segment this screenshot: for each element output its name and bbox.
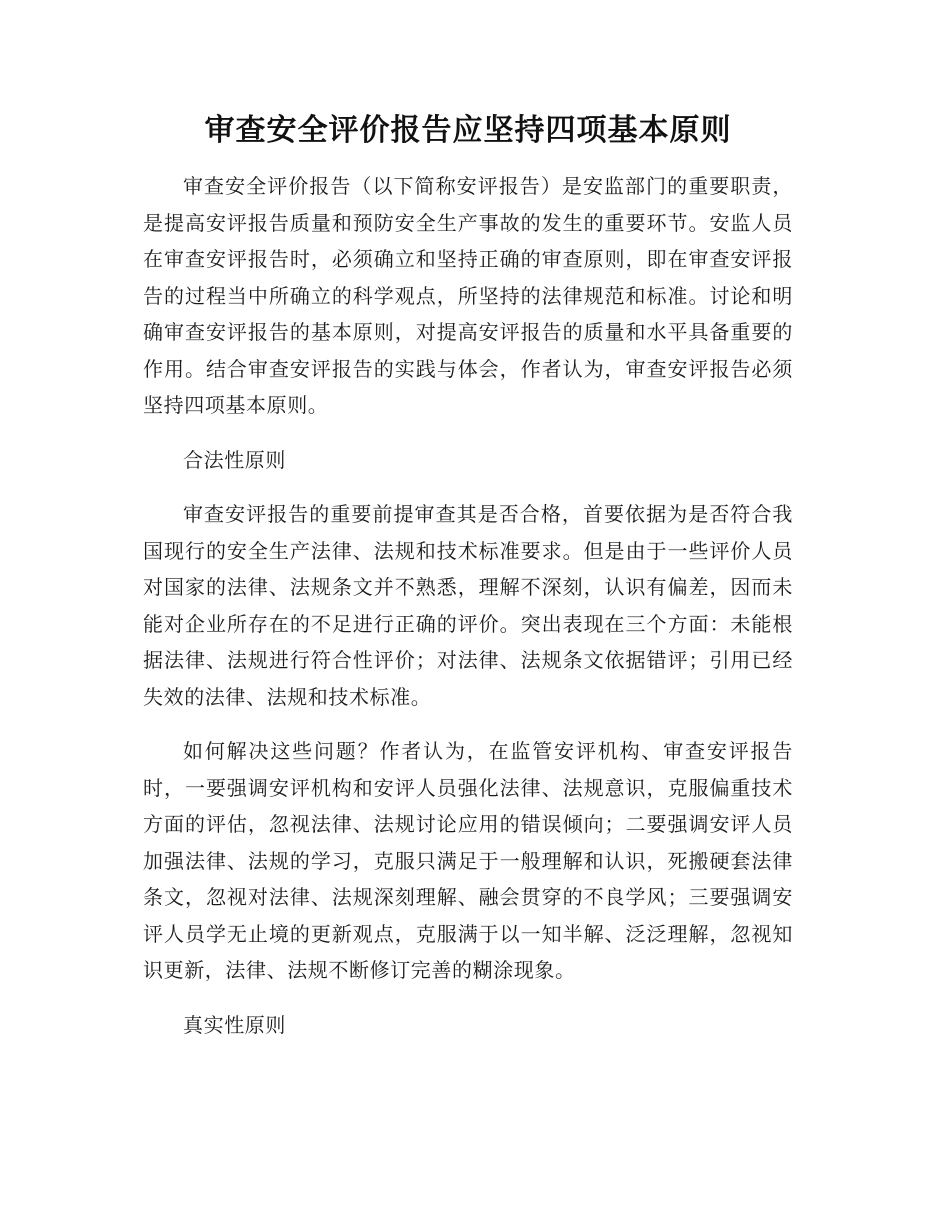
legality-paragraph-2: 如何解决这些问题？作者认为，在监管安评机构、审查安评报告时，一要强调安评机构和安评人员强化法律、法规意识，克服偏重技术方面的评估，忽视法律、法规讨论应用的错误倾向；二要强调安评人员加强法律、法规的学习，克服只满足于一般理解和认识，死搬硬套法律条文，忽视对法律、法规深刻理解、融会贯穿的不良学风；三要强调安评人员学无止境的更新观点，克服满于以一知半解、泛泛理解，忽视知识更新，法律、法规不断修订完善的糊涂现象。 (143, 739, 793, 982)
intro-paragraph: 审查安全评价报告（以下简称安评报告）是安监部门的重要职责，是提高安评报告质量和预防安全生产事故的发生的重要环节。安监人员在审查安评报告时，必须确立和坚持正确的审查原则，即在审查安评报告的过程当中所确立的科学观点，所坚持的法律规范和标准。讨论和明确审查安评报告的基本原则，对提高安评报告的质量和水平具备重要的作用。结合审查安评报告的实践与体会，作者认为，审查安评报告必须坚持四项基本原则。 (143, 174, 793, 417)
section-heading-authenticity: 真实性原则 (183, 1012, 286, 1037)
document-title: 审查安全评价报告应坚持四项基本原则 (204, 113, 732, 148)
legality-paragraph-1: 审查安评报告的重要前提审查其是否合格，首要依据为是否符合我国现行的安全生产法律、法规和技术标准要求。但是由于一些评价人员对国家的法律、法规条文并不熟悉，理解不深刻，认识有偏差，因而未能对企业所存在的不足进行正确的评价。突出表现在三个方面：未能根据法律、法规进行符合性评价；对法律、法规条文依据错评；引用已经失效的法律、法规和技术标准。 (143, 502, 793, 709)
document-page (143, 108, 793, 1061)
section-heading-legality: 合法性原则 (183, 447, 286, 472)
